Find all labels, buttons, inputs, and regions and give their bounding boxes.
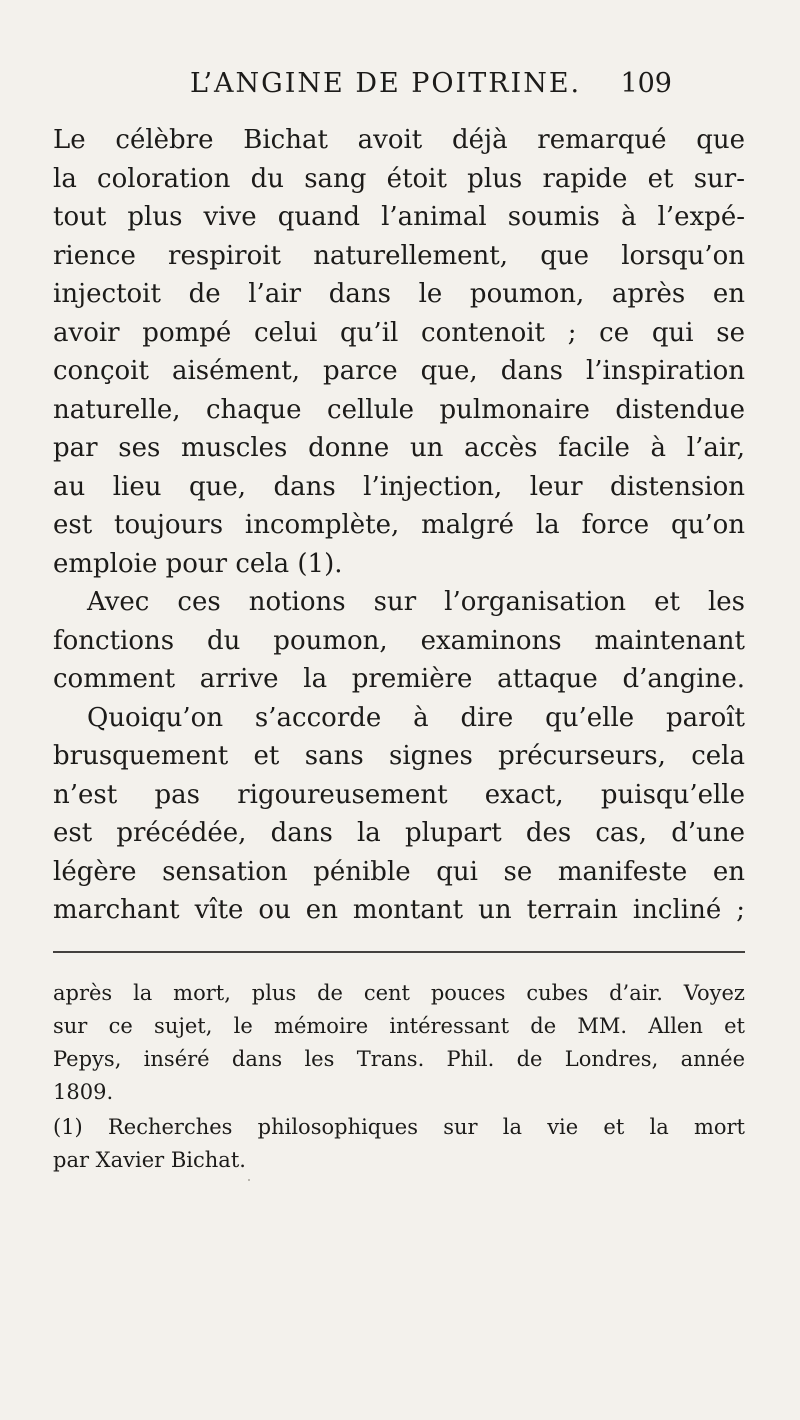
text-line: au lieu que, dans l’injection, leur distension	[53, 471, 745, 502]
text-line: tout plus vive quand l’animal soumis à l’expé-	[53, 202, 745, 232]
footnote-line: par Xavier Bichat.	[53, 1148, 246, 1172]
text-line: est précédée, dans la plupart des cas, d’une	[53, 818, 745, 848]
text-line: légère sensation pénible qui se manifeste en	[53, 856, 745, 887]
footnote-line: après la mort, plus de cent pouces cubes d’air. Voyez	[53, 981, 745, 1005]
text-line: par ses muscles donne un accès facile à l’air,	[53, 433, 745, 463]
text-line: avoir pompé celui qu’il contenoit ; ce qui se	[53, 317, 745, 348]
text-line: marchant vîte ou en montant un terrain incliné ;	[53, 895, 745, 925]
text-line: n’est pas rigoureusement exact, puisqu’elle	[53, 779, 745, 810]
text-line: brusquement et sans signes précurseurs, cela	[53, 741, 745, 771]
text-line: emploie pour cela (1).	[53, 548, 343, 579]
paper-speck	[248, 1179, 250, 1181]
footnote-rule	[53, 951, 745, 953]
page-header	[190, 68, 672, 110]
text-line: naturelle, chaque cellule pulmonaire distendue	[53, 394, 745, 425]
text-line: Avec ces notions sur l’organisation et les	[87, 587, 745, 617]
footnotes	[53, 977, 745, 1177]
text-line: fonctions du poumon, examinons maintenant	[53, 625, 745, 656]
page-number: 109	[620, 68, 672, 99]
footnote-line: Pepys, inséré dans les Trans. Phil. de Londres, année	[53, 1047, 745, 1071]
text-line: comment arrive la première attaque d’angine.	[53, 664, 745, 694]
main-text	[53, 121, 745, 930]
text-line: conçoit aisément, parce que, dans l’inspiration	[53, 356, 745, 386]
text-line: rience respiroit naturellement, que lorsqu’on	[53, 240, 745, 271]
text-line: Quoiqu’on s’accorde à dire qu’elle paroît	[87, 702, 745, 733]
running-head: L’ANGINE DE POITRINE.	[190, 68, 582, 99]
text-line: est toujours incomplète, malgré la force qu’on	[53, 510, 745, 540]
footnote-line: 1809.	[53, 1080, 114, 1104]
text-line: la coloration du sang étoit plus rapide et sur-	[53, 163, 745, 194]
footnote-line: (1) Recherches philosophiques sur la vie et la mort	[53, 1115, 745, 1139]
text-line: injectoit de l’air dans le poumon, après en	[53, 279, 745, 309]
footnote-line: sur ce sujet, le mémoire intéressant de MM. Allen et	[53, 1014, 745, 1038]
text-line: Le célèbre Bichat avoit déjà remarqué que	[53, 125, 745, 155]
